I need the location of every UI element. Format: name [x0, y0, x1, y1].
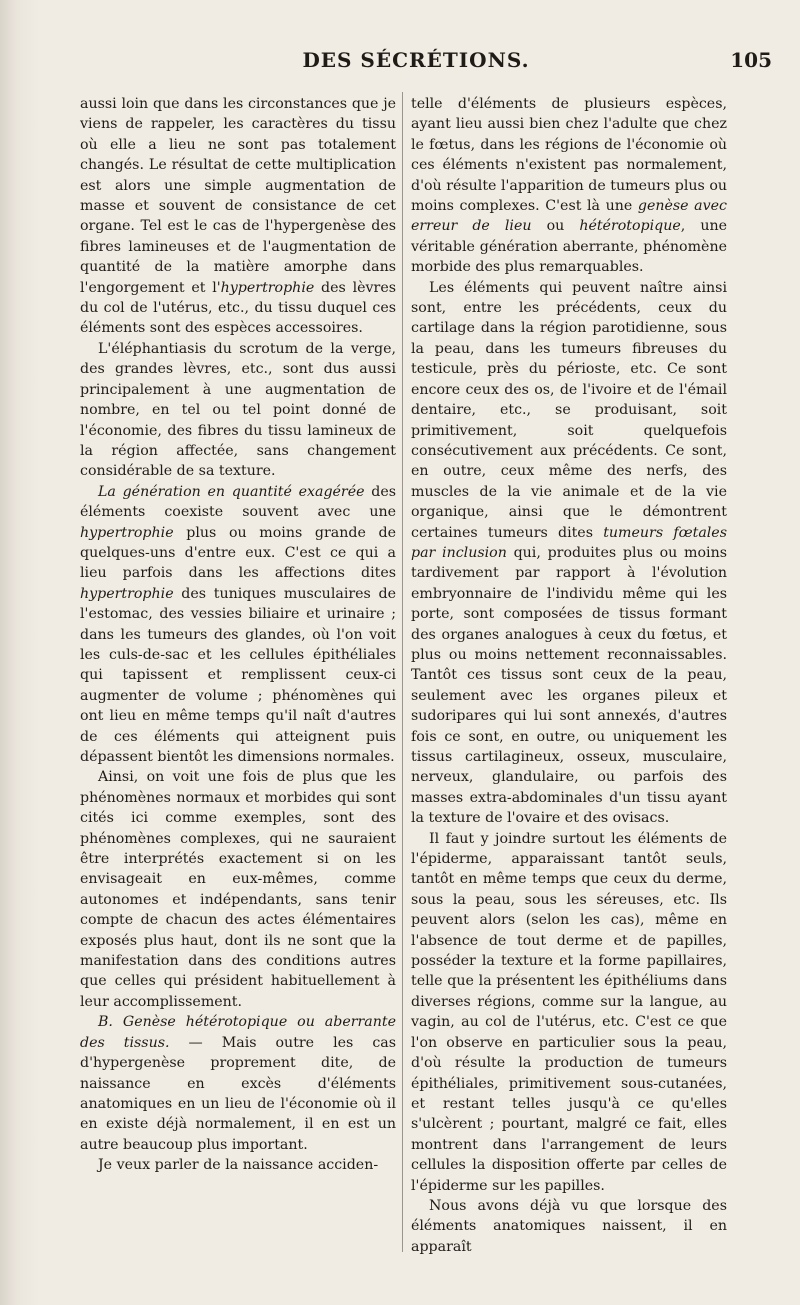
paragraph: telle d'éléments de plusieurs espèces, ayant lieu aussi bien chez l'adulte que chez le fœtus, dans les régions de l'économie où ces éléments n'existent pas normalement, d'où résulte l'apparition de tumeurs plus ou moins complexes. C'est là une genèse avec erreur de lieu ou hétérotopique, une véritable génération aberrante, phénomène morbide des plus remarquables. — [411, 96, 727, 276]
paragraph: aussi loin que dans les circonstances que je viens de rappeler, les caractères du tissu où elle a lieu ne sont pas totalement changés. Le résultat de cette multiplication est alors une simple augmentation de masse et souvent de consistance de cet organe. Tel est le cas de l'hypergenèse des fibres lamineuses et de l'augmentation de quantité de la matière amorphe dans l'engorgement et l'hypertrophie des lèvres du col de l'utérus, etc., du tissu duquel ces éléments sont des espèces accessoires. — [80, 96, 396, 337]
paragraph: La génération en quantité exagérée des éléments coexiste souvent avec une hypertrophie plus ou moins grande de quelques-uns d'entre eux. C'est ce qui a lieu parfois dans les affections dites hypertrophie des tuniques musculaires de l'estomac, des vessies biliaire et urinaire ; dans les tumeurs des glandes, où l'on voit les culs-de-sac et les cellules épithéliales qui tapissent et remplissent ceux-ci augmenter de volume ; phénomènes qui ont lieu en même temps qu'il naît d'autres de ces éléments qui atteignent puis dépassent bientôt les dimensions normales. — [80, 483, 396, 765]
page-header — [60, 48, 772, 78]
page-number: 105 — [730, 48, 772, 72]
paragraph: L'éléphantiasis du scrotum de la verge, des grandes lèvres, etc., sont dus aussi principalement à une augmentation de nombre, en tel ou tel point donné de l'économie, des fibres du tissu lamineux de la région affectée, sans changement considérable de sa texture. — [80, 340, 396, 480]
paragraph: Je veux parler de la naissance acciden- — [98, 1157, 379, 1174]
section-heading-paragraph: B. Genèse hétérotopique ou aberrante des tissus. — Mais outre les cas d'hypergenèse proprement dite, de naissance en excès d'éléments anatomiques en un lieu de l'économie où il en existe déjà normalement, il en est un autre beaucoup plus important. — [80, 1014, 396, 1153]
paragraph: Il faut y joindre surtout les éléments de l'épiderme, apparaissant tantôt seuls, tantôt en même temps que ceux du derme, sous la peau, sous les séreuses, etc. Ils peuvent alors (selon les cas), même en l'absence de tout derme et de papilles, posséder la texture et la forme papillaires, telle que la présentent les épithéliums dans diverses régions, comme sur la langue, au vagin, au col de l'utérus, etc. C'est ce que l'on observe en particulier sous la peau, d'où résulte la production de tumeurs épithéliales, primitivement sous-cutanées, et restant telles jusqu'à ce qu'elles s'ulcèrent ; pourtant, malgré ce fait, elles montrent dans l'arrangement de leurs cellules la disposition offerte par celles de l'épiderme sur les papilles. — [411, 830, 727, 1194]
paragraph: Ainsi, on voit une fois de plus que les phénomènes normaux et morbides qui sont cités ici comme exemples, sont des phénomènes complexes, qui ne sauraient être interprétés exactement si on les envisageait en eux-mêmes, comme autonomes et indépendants, sans tenir compte de chacun des actes élémentaires exposés plus haut, dont ils ne sont que la manifestation dans des conditions autres que celles qui président habituellement à leur accomplissement. — [80, 769, 396, 1010]
running-title: DES SÉCRÉTIONS. — [302, 48, 530, 72]
right-column — [411, 94, 727, 1257]
left-column — [80, 94, 396, 1176]
column-divider — [402, 92, 403, 1252]
paragraph: Nous avons déjà vu que lorsque des éléments anatomiques naissent, il en apparaît — [411, 1197, 727, 1255]
paragraph: Les éléments qui peuvent naître ainsi sont, entre les précédents, ceux du cartilage dans la région parotidienne, sous la peau, dans les tumeurs fibreuses du testicule, près du périoste, etc. Ce sont encore ceux des os, de l'ivoire et de l'émail dentaire, etc., se produisant, soit primitivement, soit quelquefois consécutivement aux précédents. Ce sont, en outre, ceux même des nerfs, des muscles de la vie animale et de la vie organique, ainsi que le démontrent certaines tumeurs dites tumeurs fœtales par inclusion qui, produites plus ou moins tardivement par rapport à l'évolution embryonnaire de l'individu même qui les porte, sont composées de tissus formant des organes analogues à ceux du fœtus, et plus ou moins nettement reconnaissables. Tantôt ces tissus sont ceux de la peau, seulement avec les organes pileux et sudoripares qui lui sont annexés, d'autres fois ce sont, en outre, ou uniquement les tissus cartilagineux, osseux, musculaire, nerveux, glandulaire, ou parfois des masses extra-abdominales d'un tissu ayant la texture de l'ovaire et des ovisacs. — [411, 279, 727, 827]
